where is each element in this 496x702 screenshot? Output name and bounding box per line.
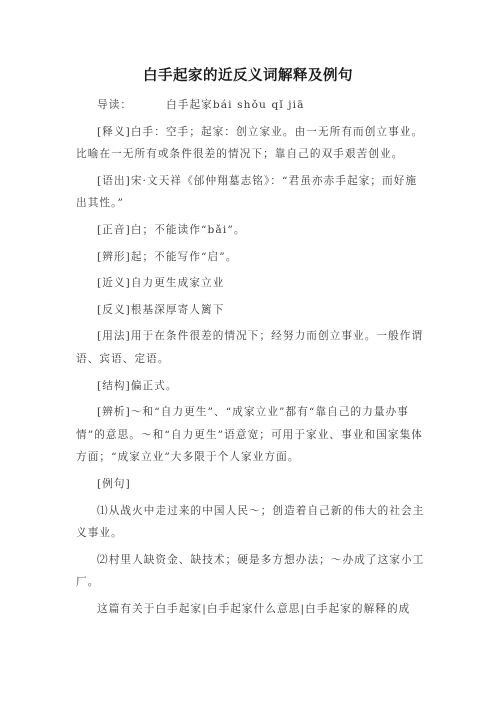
paragraph-structure: [结构]偏正式。 [97, 379, 178, 392]
paragraph-synonyms: [近义]自力更生成家立业 [97, 277, 225, 290]
paragraph-example-1: ⑴从战火中走过来的中国人民～；创造着自己新的伟大的社会主义事业。 [76, 504, 425, 540]
paragraph-pronunciation: [正音]白；不能读作“bǎi”。 [97, 223, 246, 236]
paragraph-example-2: ⑵村里人缺资金、缺技术；硬是多方想办法；～办成了这家小工厂。 [76, 553, 425, 589]
paragraph-usage: [用法]用于在条件很差的情况下；经努力而创立事业。一般作谓语、宾语、定语。 [76, 330, 424, 365]
paragraph-analysis: [辨析]～和“自力更生”、“成家立业”都有“靠自己的力量办事情”的意思。～和“自力更生”语意宽；可用于家业、事业和国家集体方面；“成家立业”大多限于个人家业方面。 [76, 406, 423, 464]
document-title: 白手起家的近反义词解释及例句 [143, 68, 353, 84]
lead-paragraph [76, 94, 426, 117]
document-body [76, 94, 426, 624]
paragraph-form: [辨形]起；不能写作“启”。 [97, 250, 238, 263]
paragraph-source: [语出]宋·文天祥《邰仲翔墓志铭》：“君虽亦赤手起家；而好施出其性。” [76, 174, 418, 210]
paragraph-examples-heading: [例句] [97, 477, 131, 490]
paragraph-closing: 这篇有关于白手起家|白手起家什么意思|白手起家的解释的成 [97, 602, 411, 615]
paragraph-definition: [释义]白手：空手；起家：创立家业。由一无所有而创立事业。比喻在一无所有或条件很差的情况下；靠自己的双手艰苦创业。 [76, 125, 424, 161]
paragraph-antonyms: [反义]根基深厚寄人篱下 [97, 303, 225, 316]
lead-label: 导读： [97, 99, 133, 111]
lead-text: 白手起家bái shǒu qǐ jiā [166, 99, 305, 111]
